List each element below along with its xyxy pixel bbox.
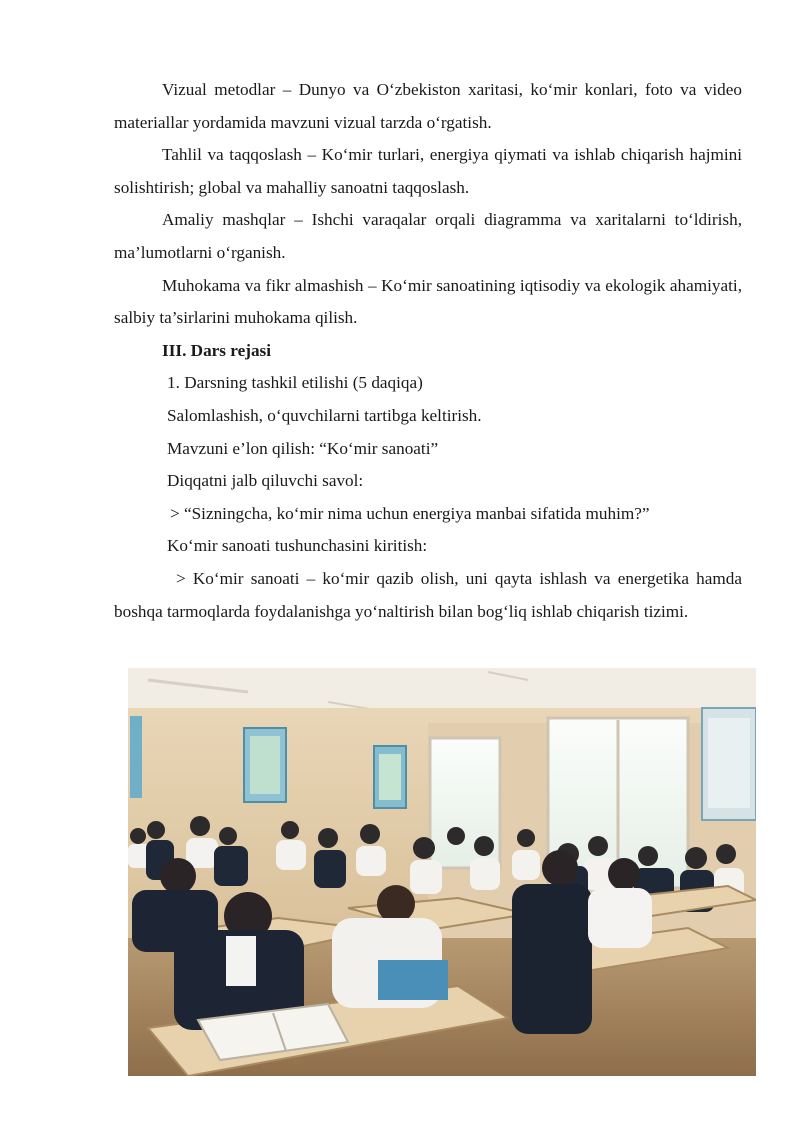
- text-block: [114, 74, 742, 628]
- plan-greeting: Salomlashish, o‘quvchilarni tartibga keltirish.: [167, 405, 482, 425]
- classroom-illustration: [128, 668, 756, 1076]
- section-heading: III. Dars rejasi: [162, 340, 272, 360]
- paragraph-practice: Amaliy mashqlar – Ishchi varaqalar orqali diagramma va xaritalarni to‘ldirish, ma’lumotlarni o‘rganish.: [114, 210, 742, 262]
- classroom-photo: [128, 668, 756, 1076]
- plan-question: > “Sizningcha, ko‘mir nima uchun energiya manbai sifatida muhim?”: [170, 503, 650, 523]
- plan-definition: > Ko‘mir sanoati – ko‘mir qazib olish, uni qayta ishlash va energetika hamda boshqa tarmoqlarda foydalanishga yo‘naltirish bilan bog‘liq ishlab chiqarish tizimi.: [114, 568, 742, 621]
- plan-topic: Mavzuni e’lon qilish: “Ko‘mir sanoati”: [167, 438, 439, 458]
- paragraph-visual-methods: Vizual metodlar – Dunyo va O‘zbekiston xaritasi, ko‘mir konlari, foto va video materiallar yordamida mavzuni vizual tarzda o‘rgatish.: [114, 80, 742, 132]
- plan-attention: Diqqatni jalb qiluvchi savol:: [167, 471, 364, 491]
- paragraph-analysis: Tahlil va taqqoslash – Ko‘mir turlari, energiya qiymati va ishlab chiqarish hajmini solishtirish; global va mahalliy sanoatni taqqoslash.: [114, 145, 742, 197]
- plan-item-1: 1. Darsning tashkil etilishi (5 daqiqa): [167, 373, 423, 393]
- plan-concept: Ko‘mir sanoati tushunchasini kiritish:: [167, 536, 428, 556]
- paragraph-discussion: Muhokama va fikr almashish – Ko‘mir sanoatining iqtisodiy va ekologik ahamiyati, salbiy ta’sirlarini muhokama qilish.: [114, 275, 742, 328]
